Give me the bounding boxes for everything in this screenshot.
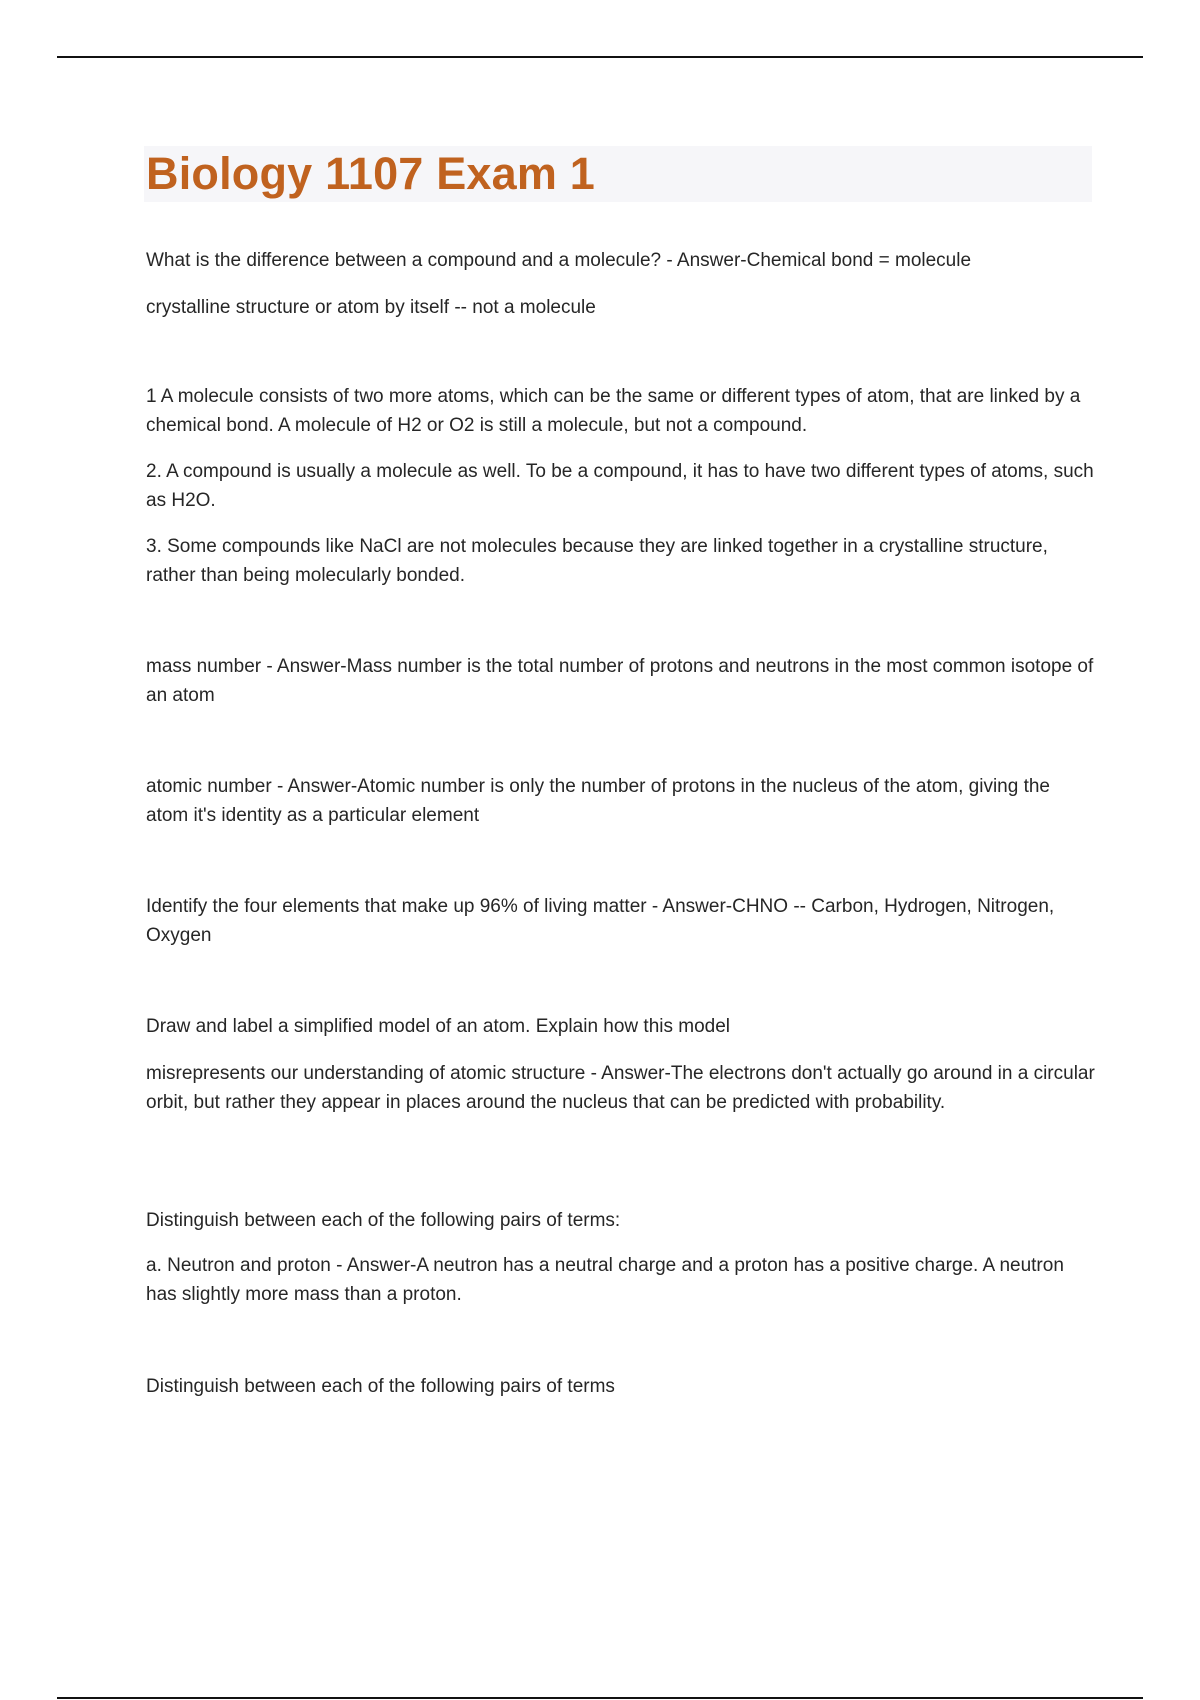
title-banner	[144, 146, 1092, 202]
answer-atom-model: misrepresents our understanding of atomic structure - Answer-The electrons don't actually go around in a circular orbit, but rather they appear in places around the nucleus that can be predicted with probability.	[146, 1063, 1095, 1113]
question-atom-model: Draw and label a simplified model of an atom. Explain how this model	[146, 1016, 731, 1037]
answer-neutron-proton: a. Neutron and proton - Answer-A neutron has a neutral charge and a proton has a positive charge. A neutron has slightly more mass than a proton.	[146, 1255, 1064, 1305]
question-compound-molecule: What is the difference between a compound and a molecule? - Answer-Chemical bond = molecule	[146, 250, 972, 271]
top-rule	[57, 56, 1143, 58]
question-mass-number: mass number - Answer-Mass number is the total number of protons and neutrons in the most common isotope of an atom	[146, 656, 1094, 706]
bottom-rule	[57, 1697, 1143, 1699]
document-body	[146, 146, 1096, 1397]
question-distinguish-pairs: Distinguish between each of the following pairs of terms:	[146, 1210, 621, 1231]
document-title: Biology 1107 Exam 1	[146, 148, 596, 199]
point-1-molecule: 1 A molecule consists of two more atoms, which can be the same or different types of atom, that are linked by a chemical bond. A molecule of H2 or O2 is still a molecule, but not a compound.	[146, 386, 1081, 436]
question-atomic-number: atomic number - Answer-Atomic number is only the number of protons in the nucleus of the atom, giving the atom it's identity as a particular element	[146, 776, 1051, 826]
question-four-elements: Identify the four elements that make up 96% of living matter - Answer-CHNO -- Carbon, Hydrogen, Nitrogen, Oxygen	[146, 896, 1055, 946]
point-3-nacl: 3. Some compounds like NaCl are not molecules because they are linked together in a crystalline structure, rather than being molecularly bonded.	[146, 536, 1048, 586]
point-2-compound: 2. A compound is usually a molecule as well. To be a compound, it has to have two different types of atoms, such as H2O.	[146, 461, 1094, 511]
answer-crystalline: crystalline structure or atom by itself -- not a molecule	[146, 297, 596, 318]
question-distinguish-pairs-2: Distinguish between each of the following pairs of terms	[146, 1376, 615, 1397]
